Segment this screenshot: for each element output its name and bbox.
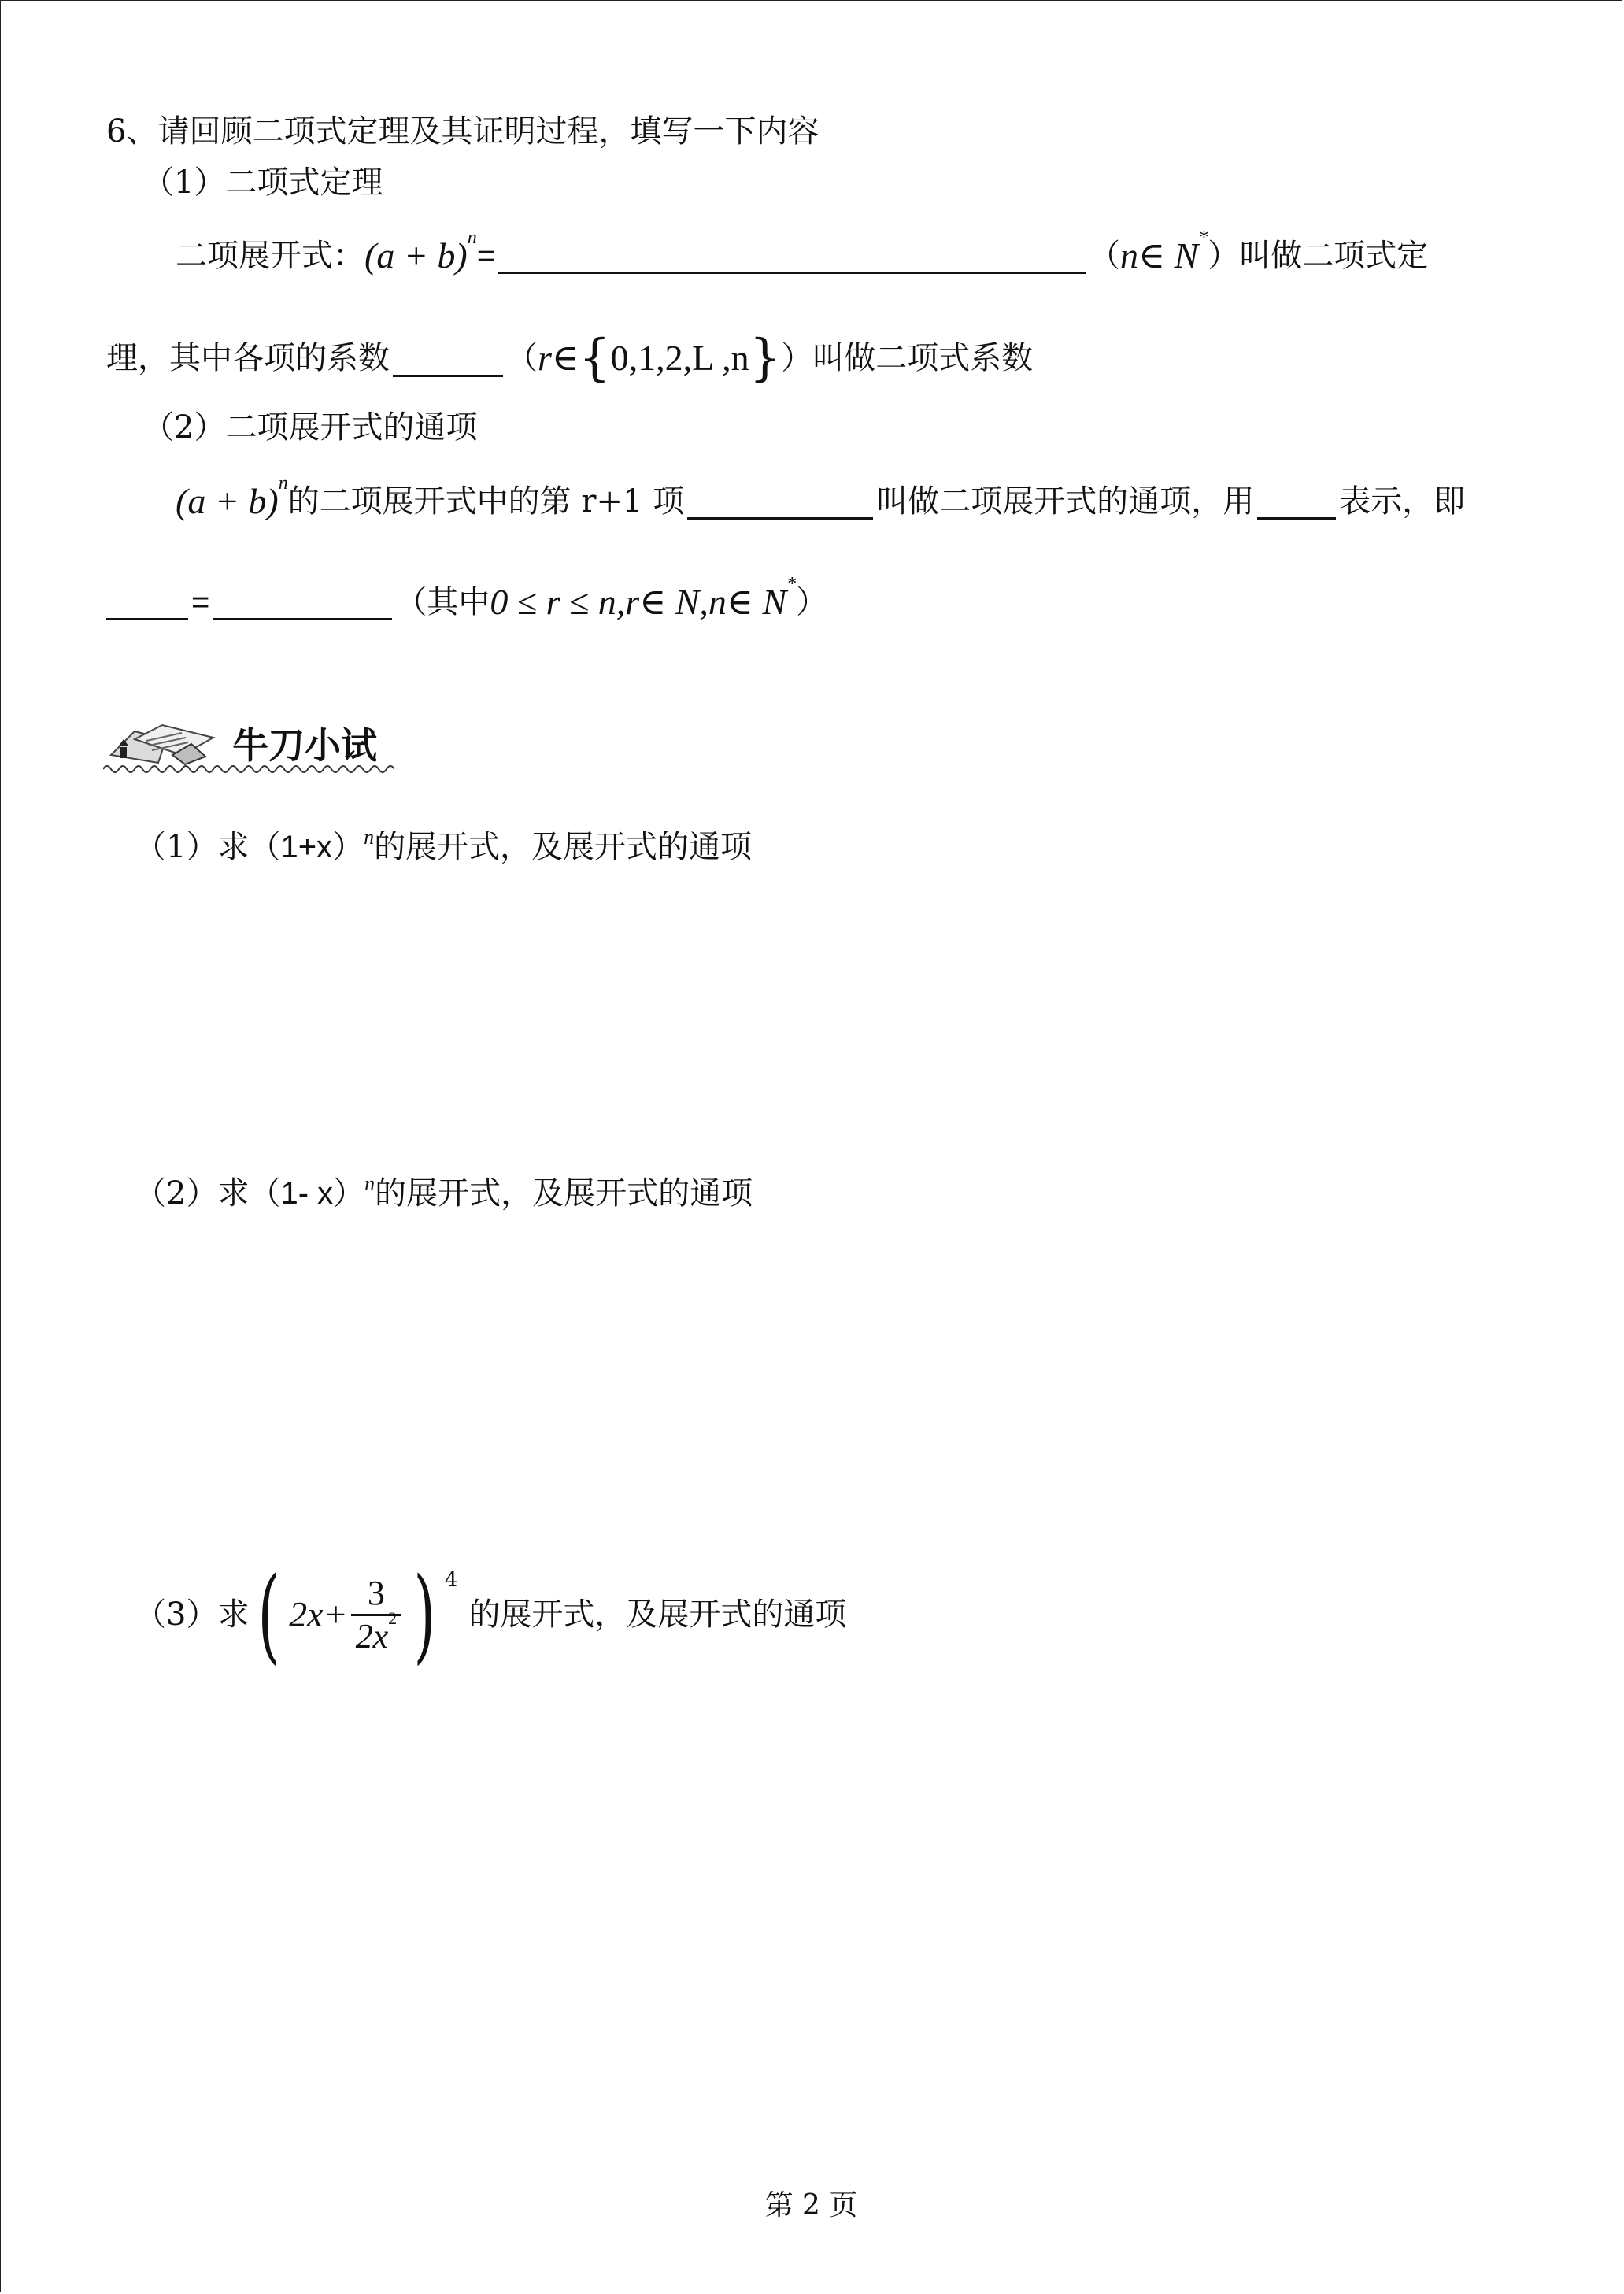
formula-equals: = bbox=[191, 584, 210, 620]
expansion-label: 二项展开式： bbox=[176, 237, 364, 274]
problem-3-fraction bbox=[351, 1573, 402, 1656]
expansion-line bbox=[176, 228, 1429, 276]
coefficient-text: 理，其中各项的系数 bbox=[106, 340, 390, 376]
section-title: 牛刀小试 bbox=[232, 724, 377, 767]
expansion-lhs-text: (a + b) bbox=[364, 235, 468, 276]
subsection-1-heading bbox=[142, 165, 383, 201]
coefficient-line bbox=[106, 329, 1034, 387]
problem-1-text: 的展开式，及展开式的通项 bbox=[374, 829, 753, 865]
coefficient-blank[interactable] bbox=[393, 340, 503, 377]
general-term-lhs-text: (a + b) bbox=[176, 480, 279, 521]
coefficient-end-text: ）叫做二项式系数 bbox=[781, 340, 1034, 376]
problem-1-label: （1）求（ bbox=[135, 829, 281, 865]
notation-blank[interactable] bbox=[1257, 483, 1336, 520]
general-term-text-2: 叫做二项展开式的通项，用 bbox=[876, 483, 1255, 520]
section-underline-wave bbox=[103, 763, 394, 775]
expansion-blank[interactable] bbox=[498, 237, 1086, 274]
fraction-numerator: 3 bbox=[367, 1573, 385, 1612]
problem-3-text: 的展开式，及展开式的通项 bbox=[468, 1597, 847, 1633]
general-term-text-1: 的二项展开式中的第 r+1 项 bbox=[287, 483, 685, 520]
problem-1 bbox=[135, 826, 753, 865]
cond1-math-text: n∈ N bbox=[1120, 235, 1199, 276]
fraction-denominator-text: 2x bbox=[355, 1616, 389, 1656]
general-term-blank[interactable] bbox=[687, 483, 873, 520]
subsection-2-heading bbox=[142, 409, 478, 446]
page-footer: 第 2 页 bbox=[764, 2189, 858, 2222]
formula-line bbox=[106, 574, 828, 622]
general-term-line bbox=[176, 473, 1466, 521]
problem-1-close: ） bbox=[332, 829, 364, 865]
problem-2-text: 的展开式，及展开式的通项 bbox=[375, 1175, 753, 1212]
general-term-exponent: n bbox=[278, 473, 288, 494]
cond2-star: * bbox=[786, 574, 797, 595]
fraction-denominator-exponent: 2 bbox=[388, 1608, 398, 1628]
problem-3 bbox=[135, 1555, 847, 1674]
problem-3-lead: 2x+ bbox=[289, 1594, 348, 1634]
problem-3-open-paren: ( bbox=[257, 1555, 280, 1674]
coefficient-cond-open: （ bbox=[506, 340, 538, 376]
expansion-exponent: n bbox=[467, 228, 477, 249]
formula-lhs-blank[interactable] bbox=[106, 583, 188, 620]
problem-1-exponent: n bbox=[364, 826, 375, 849]
problem-1-expression: 1+x bbox=[280, 830, 333, 864]
set-close-brace: } bbox=[749, 329, 782, 387]
problem-3-label: （3）求 bbox=[135, 1597, 250, 1633]
subsection-2-text: （2）二项展开式的通项 bbox=[142, 409, 478, 446]
fraction-denominator bbox=[351, 1608, 402, 1656]
question-6-title bbox=[106, 113, 819, 150]
general-term-lhs bbox=[176, 473, 288, 521]
problem-2-label: （2）求（ bbox=[135, 1175, 281, 1212]
cond1-open: （ bbox=[1089, 237, 1121, 274]
formula-rhs-blank[interactable] bbox=[213, 583, 392, 620]
cond1-star: * bbox=[1198, 228, 1208, 249]
problem-2-close: ） bbox=[333, 1175, 365, 1212]
set-content: 0,1,2,L ,n bbox=[610, 338, 749, 378]
cond2-close: ） bbox=[796, 583, 828, 620]
set-open-brace: { bbox=[578, 329, 611, 387]
problem-2-exponent: n bbox=[364, 1172, 375, 1195]
cond2-math bbox=[490, 574, 797, 622]
general-term-text-3: 表示，即 bbox=[1339, 483, 1466, 520]
question-6-title-text: 6、请回顾二项式定理及其证明过程，填写一下内容 bbox=[106, 113, 819, 150]
cond1-close: ）叫做二项式定 bbox=[1208, 237, 1429, 274]
subsection-1-text: （1）二项式定理 bbox=[142, 165, 383, 201]
cond2-math-text: 0 ≤ r ≤ n,r∈ N,n∈ N bbox=[490, 581, 787, 622]
coefficient-cond-math: r∈ bbox=[538, 338, 579, 378]
problem-3-exponent: 4 bbox=[444, 1568, 458, 1592]
problem-2-expression: 1- x bbox=[280, 1176, 334, 1211]
cond2-open: （其中 bbox=[395, 583, 490, 620]
expansion-equals: = bbox=[476, 238, 496, 273]
problem-2 bbox=[135, 1172, 753, 1212]
problem-3-close-paren: ) bbox=[413, 1555, 436, 1674]
cond1-math bbox=[1120, 228, 1208, 276]
expansion-lhs bbox=[364, 228, 477, 276]
